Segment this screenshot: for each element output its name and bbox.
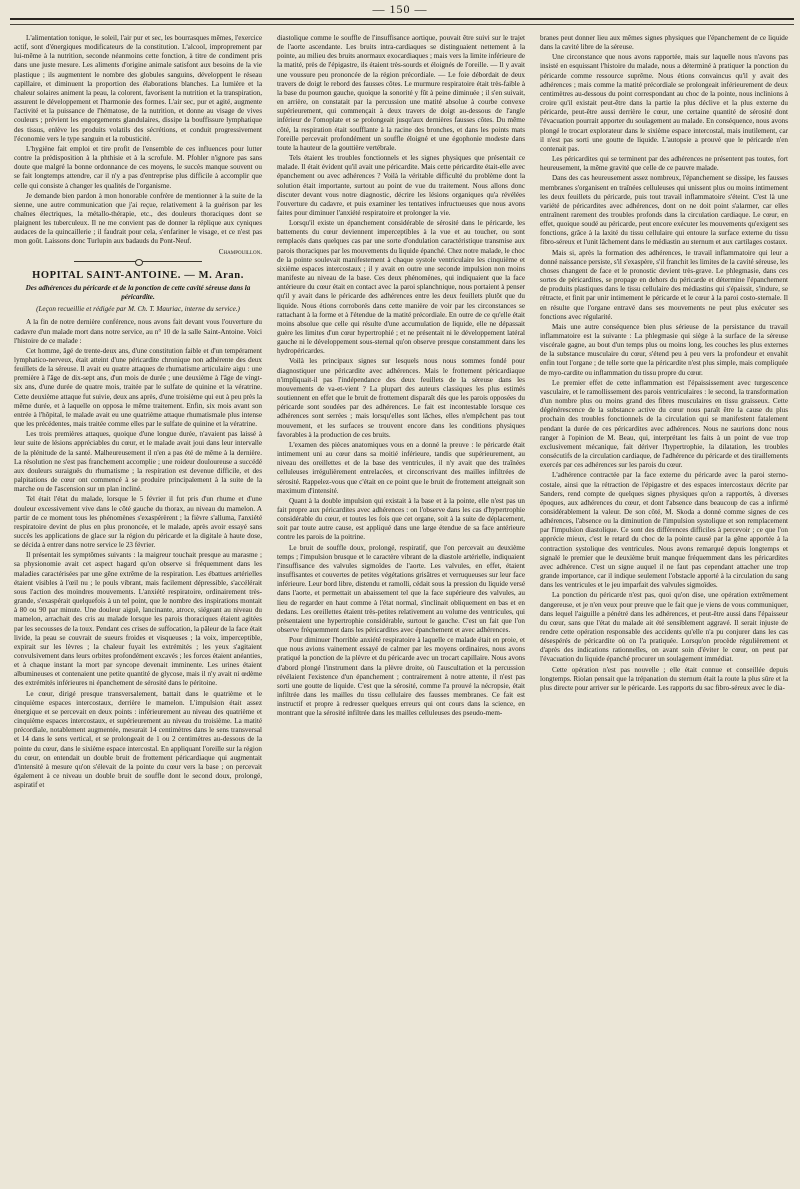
paragraph: Tel était l'état du malade, lorsque le 5 février il fut pris d'un rhume et d'une douleur excessivement vive dans le côté gauche du thorax, au niveau du mamelon. A partir de ce moment tous les phénomènes s'exaspérèrent ; la fièvre s'alluma, l'anxiété respiratoire devint de plus en plus prononcée, et le malade, après avoir essayé sans succès les applications de glace sur la région du péricarde et la digitale à haute dose, se décida à entrer dans notre service le 23 février. bbox=[14, 495, 262, 550]
paragraph: Je demande bien pardon à mon honorable confrère de mentionner à la suite de la sienne, une autre communication que j'ai reçue, relativement à la guérison par les chaînes électriques, la métallo-thérapie, etc., des douleurs thoraciques dont se plaignent les tuberculeux. Il ne me convient pas de donner la réplique aux cyniques audaces de la quincaillerie ; il faudrait pour cela, s'enfariner le visage, et ce n'est pas mon goût. Laissons donc Turlupin aux badauds du Pont-Neuf. bbox=[14, 191, 262, 246]
paragraph: Le premier effet de cette inflammation est l'épaississement avec turgescence vasculaire, et le ramollissement des parois ventriculaires : le second, la transformation d'un nombre plus ou moins grand des fibres musculaires en tissu graisseux. Cette dégénérescence de la substance active du cœur nous paraît être la cause du plus prochain des troubles fonctionnels de la circulation qui se manifestent fatalement pendant la durée de ces péricardites avec adhérences. Nous ne saurions donc nous ranger à l'opinion de M. Beau, qui, interprétant les faits à un point de vue trop exclusivement mécanique, fait dériver l'hypertrophie, la dilatation, les troubles consécutifs de la circulation cardiaque, de l'adhérence du péricarde et des tiraillements exercés par ces adhérences sur les parois du cœur. bbox=[540, 378, 788, 470]
paragraph: A la fin de notre dernière conférence, nous avons fait devant vous l'ouverture du cadavre d'un malade mort dans notre service, au n° 10 de la salle Saint-Antoine. Voici l'histoire de ce malade : bbox=[14, 318, 262, 345]
paragraph: La ponction du péricarde n'est pas, quoi qu'on dise, une opération extrêmement dangereuse, et je n'en veux pour preuve que le fait que je viens de vous communiquer, dans lequel l'aiguille a pénétré dans les adhérences, et peut-être aussi dans l'épaisseur du cœur, sans que l'état du malade ait été sensiblement aggravé. Il serait injuste de rendre cette opération responsable des accidents qu'elle n'a pu conjurer dans les cas désespérés de péricardite où on l'a pratiquée. Lorsqu'on procède régulièrement et d'après des indications rationnelles, on avant soin d'éviter le cœur, on peut par l'évacuation du liquide épanché procurer un soulagement immédiat. bbox=[540, 591, 788, 664]
section-title: HOPITAL SAINT-ANTOINE. — M. Aran. bbox=[32, 269, 244, 281]
section-subtitle: Des adhérences du péricarde et de la ponction de cette cavité séreuse dans la péricardite. bbox=[25, 283, 251, 302]
paragraph: Quant à la double impulsion qui existait à la base et à la pointe, elle n'est pas un fait propre aux péricardites avec adhérences : on l'observe dans les cas d'hypertrophie considérable du cœur, et toutes les fois que cet organe, soit à la suite de déplacement, soit par toute autre cause, est appliqué dans une large étendue de sa face antérieure contre les parois de la poitrine. bbox=[277, 496, 525, 542]
paragraph: Il présentait les symptômes suivants : la maigreur touchait presque au marasme ; sa physionomie avait cet aspect hagard qu'on observe si fréquemment dans les maladies caractérisées par une gêne extrême de la respiration. Les ébattues artérielles étaient visibles à l'œil nu ; le pouls vibrant, mais facilement dépressible, s'accélérait sous l'action des moindres mouvements. L'anxiété respiratoire, ordinairement très-grande, s'exaspérait quelquefois à un tel point, que le nombre des inspirations montait à 80 ou 90 par minute. Une douleur aiguë, lancinante, atroce, siégeant au niveau du mamelon, arrachait des cris au malade lorsque les parois thoraciques étaient agitées par les secousses de la toux. Pendant ces crises de suffocation, la pâleur de la face était livide, la peau se couvrait de sueurs froides et visqueuses ; la voix, imperceptible, expirait sur les lèvres ; la chaleur fuyait les extrémités ; les yeux s'agitaient convulsivement dans leurs orbites profondément excavés ; les forces étaient anéanties, et à chaque instant la mort par syncope devenait imminente. Les urines étaient albumineuses et contenaient une petite quantité de glycose, mais il n'y avait ni œdème des extrémités inférieures ni épanchement de sérosité dans le péritoine. bbox=[14, 551, 262, 688]
author-signature: Champouillon. bbox=[218, 247, 262, 256]
paragraph: L'alimentation tonique, le soleil, l'air pur et sec, les bourrasques mêmes, l'exercice actif, sont d'énergiques modificateurs de la constitution. L'alcool, improprement par lui-même à la nutrition, seconde néanmoins cette fonction, à titre de condiment pris dans une juste mesure. Les aliments d'origine animale satisfont aux besoins de la vie plastique ; ils augmentent le nombre des globules sanguins, développent le réseau capillaire, et diminuent la proportion des élaborations blanches. La lumière et la chaleur solaires animent la peau, la colorent, favorisent la nutrition et la transpiration, assurent le développement et l'harmonie des formes. L'air sec, pur et agité, augmente l'activité et la puissance de l'hématose, de la nutrition, et donne au visage de vives couleurs ; prévient les engorgements glandulaires, dissipe la bouffissure lymphatique des tissus, enlève les produits volatils des sécrétions, et conduit progressivement l'économie vers le type sanguin et la robusticité. bbox=[14, 34, 262, 143]
paragraph: Mais si, après la formation des adhérences, le travail inflammatoire qui leur a donné naissance persiste, s'il s'exaspère, s'il franchit les limites de la cavité séreuse, les choses changent de face et le pronostic devient très-grave. Le phlegmasie, dans ces sortes de péricardites, se propage en dehors du péricarde et détermine l'épanchement de produits plastiques dans le tissu cellulaire des médiastins qui s'épaissit, s'indure, se rétracte, et finit par unir intimement le péricarde et le cœur à la paroi costo-sternale. Il en résulte que l'organe entravé dans ses mouvements ne peut plus exécuter ses fonctions avec régularité. bbox=[540, 248, 788, 321]
header-rule-thick bbox=[10, 18, 794, 20]
signature-line bbox=[14, 248, 262, 257]
paragraph: L'examen des pièces anatomiques vous en a donné la preuve : le péricarde était intimement uni au cœur dans sa moitié inférieure, tandis que supérieurement, au niveau des oreillettes et de la base des ventricules, il n'y avait que des traînées celluleuses irrégulièrement entrelacées, et circonscrivant des mailles infiltrées de sérosité. Rappelez-vous que c'était en ce point que le bruit de frottement atteignait son maximum d'intensité. bbox=[277, 440, 525, 495]
section-divider bbox=[74, 261, 202, 262]
text-column-3 bbox=[540, 34, 788, 1184]
paragraph: Mais une autre conséquence bien plus sérieuse de la persistance du travail inflammatoire est la suivante : La phlegmasie qui siège à la surface de la séreuse viscérale gagne, au bout d'un temps plus ou moins long, les couches les plus externes de la substance musculaire du cœur, s'étend peu à peu vers la profondeur et envahit enfin tout l'organe ; de telle sorte que la péricardite n'est plus simple, mais compliquée de myo-cardite ou inflammation du tissu propre du cœur. bbox=[540, 322, 788, 377]
paragraph: Pour diminuer l'horrible anxiété respiratoire à laquelle ce malade était en proie, et que nous avions vainement essayé de calmer par les moyens ordinaires, nous avons pratiqué la ponction de la plèvre et du péricarde avec un trocart capillaire. Nous avons d'abord plongé l'instrument dans la plèvre droite, où l'auscultation et la percussion révélaient l'existence d'un épanchement ; contrairement à notre attente, il n'est pas sorti une goutte de liquide. C'est que la sérosité, comme l'a prouvé la nécropsie, était infiltrée dans les mailles du tissu cellulaire des fausses membranes. Ce fait est instructif et propre à redresser quelques erreurs qui ont cours dans la science, en montrant que la sérosité infiltrée dans les mailles celluleuses des pseudo-mem- bbox=[277, 636, 525, 718]
paragraph: Lorsqu'il existe un épanchement considérable de sérosité dans le péricarde, les battements du cœur deviennent imperceptibles à la vue et au toucher, ou sont remplacés dans quelques cas par une sorte d'ondulation caractéristique transmise aux parois thoraciques par les mouvements du liquide épanché. Chez notre malade, le choc de la pointe soulevait manifestement à chaque systole ventriculaire les cinquième et sixième espaces intercostaux ; il y avait en outre une seconde impulsion non moins manifeste au niveau de la base. Ces deux phénomènes, qui indiquaient que la face antérieure du cœur était en contact avec la paroi splanchnique, nous portaient à penser qu'il y avait dans le péricarde des adhérences entre les deux feuillets plutôt que du liquide. Nous étions corroborés dans cette manière de voir par les circonstances se rattachant à la forme et à l'étendue de la matité précordiale. En outre de ce qu'elle était moins absolue que celle qui résulte d'une accumulation de liquide, elle ne dépassait guère les limites d'un cœur hypertrophié ; et ne présentait ni le développement latéral gauche ni le développement sous-sternal qu'on observe presque constamment dans les hydropéricardes. bbox=[277, 219, 525, 356]
paragraph: Le cœur, dirigé presque transversalement, battait dans le quatrième et le cinquième espaces intercostaux, derrière le mamelon. L'impulsion était assez énergique et se percevait en deux points : inférieurement au niveau des quatrième et cinquième espaces intercostaux, et supérieurement au niveau du troisième. La matité précordiale, notablement augmentée, mesurait 14 centimètres dans le sens transversal et 14 dans le sens vertical, et se prolongeait de 1 ou 2 centimètres au-dessous de la pointe du cœur, dans le sixième espace intercostal. En appliquant l'oreille sur la région du cœur, on entendait un double bruit de frottement péricardiaque qui augmentait d'intensité à mesure qu'on s'élevait de la pointe du cœur vers la base ; on percevait également à ce niveau un double bruit de souffle dont le second doux, prolongé, aspiratif et bbox=[14, 689, 262, 790]
paragraph: Une circonstance que nous avons rapportée, mais sur laquelle nous n'avons pas insisté en esquissant l'histoire du malade, nous a déterminé à pratiquer la ponction du péricarde comme ressource suprême. Nous étions convaincus qu'il y avait des adhérences ; mais comme la matité précordiale se prolongeait inférieurement de deux centimètres au-dessous du point correspondant au choc de la pointe, nous inclinions à croire qu'il existait peut-être dans la partie la plus déclive et la plus externe du péricarde, peut-être aussi derrière le cœur, une certaine quantité de sérosité dont l'évacuation pourrait apporter du soulagement au malade. En conséquence, nous avons plongé le trocart explorateur dans le sixième espace intercostal, mais inutilement, car il n'est pas sorti une goutte de liquide. L'autopsie a prouvé que le péricarde n'en contenait pas. bbox=[540, 53, 788, 153]
paragraph: Les trois premières attaques, quoique d'une longue durée, n'avaient pas laissé à leur suite de lésions appréciables du cœur, et le malade avait joui dans leur intervalle de la plénitude de la santé. Malheureusement il n'en a pas été de même à la dernière. La résolution ne s'est pas franchement accomplie ; une roideur douloureuse a succédé aux douleurs suraiguës du rhumatisme ; la respiration est devenue difficile, et des palpitations de cœur ont commencé à se produire principalement à la suite de la marche ou de l'ascension sur un plan incliné. bbox=[14, 430, 262, 494]
text-column-1 bbox=[14, 34, 262, 1184]
paragraph: Tels étaient les troubles fonctionnels et les signes physiques que présentait ce malade. Il était évident qu'il avait une péricardite. Mais cette péricardite était-elle avec épanchement ou avec adhérences ? Voilà la véritable difficulté du problème dont la solution était importante, surtout au point de vue du traitement. Nous allons donc discuter devant vous notre diagnostic, décrire les lésions organiques qu'a révélées l'ouverture du cadavre, et puis examiner les tentatives infructueuses que nous avons faites pour diminuer l'anxiété respiratoire et prolonger la vie. bbox=[277, 154, 525, 217]
paragraph: L'adhérence contractée par la face externe du péricarde avec la paroi sterno-costale, ainsi que la rétraction de l'épigastre et des espaces intercostaux décrite par Sanders, rend compte de quelques signes physiques qu'on a rapportés, à diverses époques, aux adhérences du cœur, et dont l'absence dans beaucoup de cas a infirmé considérablement la valeur. De son côté, M. Skoda a donné comme signes de ces adhérences, l'absence ou la diminution de l'impulsion systolique et son remplacement par l'impulsion diastolique. Ce sont des différences difficiles à percevoir ; ce que l'on apprécie mieux, c'est le retard du choc de la pointe causé par la gêne apportée à la contraction systolique des ventricules. Nous avons remarqué depuis longtemps et signalé le premier que le deuxième bruit manque fréquemment dans les péricardites avec adhérence. C'est un signe auquel il ne faut pas cependant attacher une trop grande importance, car il indique seulement l'obstacle apporté à la circulation du sang dans les ventricules et le jeu imparfait des valvules sigmoïdes. bbox=[540, 471, 788, 590]
paragraph: Cette opération n'est pas nouvelle ; elle était connue et conseillée depuis longtemps. Riolan pensait que la trépanation du sternum était la route la plus sûre et la plus directe pour arriver sur le péricarde. Les rapports du sac fibro-séreux avec le dia- bbox=[540, 665, 788, 692]
paragraph: Les péricardites qui se terminent par des adhérences ne présentent pas toutes, fort heureusement, la même gravité que celle de ce pauvre malade. bbox=[540, 155, 788, 173]
paragraph: Voilà les principaux signes sur lesquels nous nous sommes fondé pour diagnostiquer une péricardite avec adhérences. Mais le frottement péricardiaque n'impliquait-il pas l'indépendance des deux feuillets de la séreuse dans les mouvements de va-et-vient ? La plupart des auteurs classiques les plus estimés soutiennent en effet que le bruit de frottement disparaît dès que les parois opposées du péricarde sont soudées par des adhérences. Le fait est incontestable lorsque ces adhérences sont serrées ; mais lorsqu'elles sont lâches, elles n'empêchent pas tout mouvement, et les surfaces se trouvent encore dans les conditions physiques favorables à la production de ces bruits. bbox=[277, 357, 525, 439]
section-intro: (Leçon recueillie et rédigée par M. Ch. T. Mauriac, interne du service.) bbox=[36, 305, 240, 314]
paragraph: branes peut donner lieu aux mêmes signes physiques que l'épanchement de ce liquide dans la cavité libre de la séreuse. bbox=[540, 34, 788, 52]
paragraph: diastolique comme le souffle de l'insuffisance aortique, pouvait être suivi sur le trajet de l'aorte ascendante. Les bruits intra-cardiaques se distinguaient nettement à la pointe, au milieu des bruits anormaux exocardiaques ; mais vers la limite inférieure de la matité, près de l'épigastre, ils étaient très-sourds et éloignés de l'oreille. — Il y avait une voussure peu prononcée de la région précordiale. — Le foie débordait de deux travers de doigt le rebord des fausses côtes. Le murmure respiratoire était très-faible à la base du poumon gauche, quoique la sonorité y fût à peine diminuée ; il s'en suivait, en arrière, on constatait par la percussion une matité absolue à courbe convexe supérieurement, qui commençait à deux travers de doigt au-dessous de l'angle inférieur de l'omoplate et se prolongeait jusqu'aux dernières fausses côtes. Du même côté, la respiration était soufflante à la racine des bronches, et dans les points mats l'oreille percevait profondément un souffle éloigné et une égophonie modeste dans toute la hauteur de la gouttière vertébrale. bbox=[277, 34, 525, 152]
paragraph: Le bruit de souffle doux, prolongé, respiratif, que l'on percevait au deuxième temps ; l'impulsion brusque et le caractère vibrant de la diastole artérielle, indiquaient l'insuffisance des valvules sigmoïdes de l'aorte. Les valvules, en effet, étaient insuffisantes et couvertes de petites végétations grisâtres et verruqueuses sur leur face inférieure. Leur bord libre, distendu et ramolli, cédait sous la pression du liquide versé dans l'aorte, et permettait un abaissement tel que la face supérieure des valvules, au lieu de regarder en haut comme à l'état normal, s'inclinait obliquement en bas et en dedans. Les oreillettes étaient très-petites relativement au volume des ventricules, qui présentaient une hypertrophie considérable, surtout le gauche. C'est un fait que l'on observe fréquemment dans les péricardites avec épanchement et avec adhérences. bbox=[277, 543, 525, 634]
header-rule-thin bbox=[10, 24, 794, 25]
paragraph: Cet homme, âgé de trente-deux ans, d'une constitution faible et d'un tempérament lymphatico-nerveux, était atteint d'une péricardite chronique non adhérente des deux feuillets de la séreuse. Il avait eu quatre attaques de rhumatisme articulaire aigu : une première à l'âge de dix-sept ans, d'un mois de durée ; une deuxième à l'âge de vingt-six ans, d'une durée de quatre mois, traitée par le sulfate de quinine et la vératrine. Cette deuxième attaque fut suivie, deux ans après, d'une troisième qui eut à peu près la même durée, et à laquelle on opposa le même traitement. Enfin, six mois avant son entrée à l'hôpital, le malade avait eu une quatrième attaque rhumatismale plus intense que les précédentes, mais traitée comme elles par le sulfate de quinine et la vératrine. bbox=[14, 346, 262, 429]
page-number: — 150 — bbox=[372, 2, 428, 16]
paragraph: Dans des cas heureusement assez nombreux, l'épanchement se dissipe, les fausses membranes s'organisent en traînées celluleuses qui unissent plus ou moins intimement les deux feuillets du péricarde, puis tout travail inflammatoire s'éteint. C'est là une variété de péricardites avec adhérences, dont on ne doit point s'alarmer, car elles entraînent rarement des troubles profonds dans la circulation cardiaque. Le cœur, en effet, quoique soudé au péricarde, peut encore exécuter les mouvements qu'exigent ses fonctions, grâce à la laxité du tissu cellulaire qui entoure la surface externe du tissu fibro-séreux et l'unit lâchement dans le médiastin au sternum et aux cartilages costaux. bbox=[540, 174, 788, 247]
text-column-2 bbox=[277, 34, 525, 1184]
paragraph: L'hygiène fait emploi et tire profit de l'ensemble de ces influences pour lutter contre la prédisposition à la phthisie et à la scrofule. M. Pfohler n'ignore pas sans doute que malgré la bonne ordonnance de ces moyens, le succès manque souvent ou se fait longtemps attendre, car il n'y a pas d'entreprise plus difficile à accomplir que celle qui consiste à changer les qualités de l'organisme. bbox=[14, 144, 262, 190]
